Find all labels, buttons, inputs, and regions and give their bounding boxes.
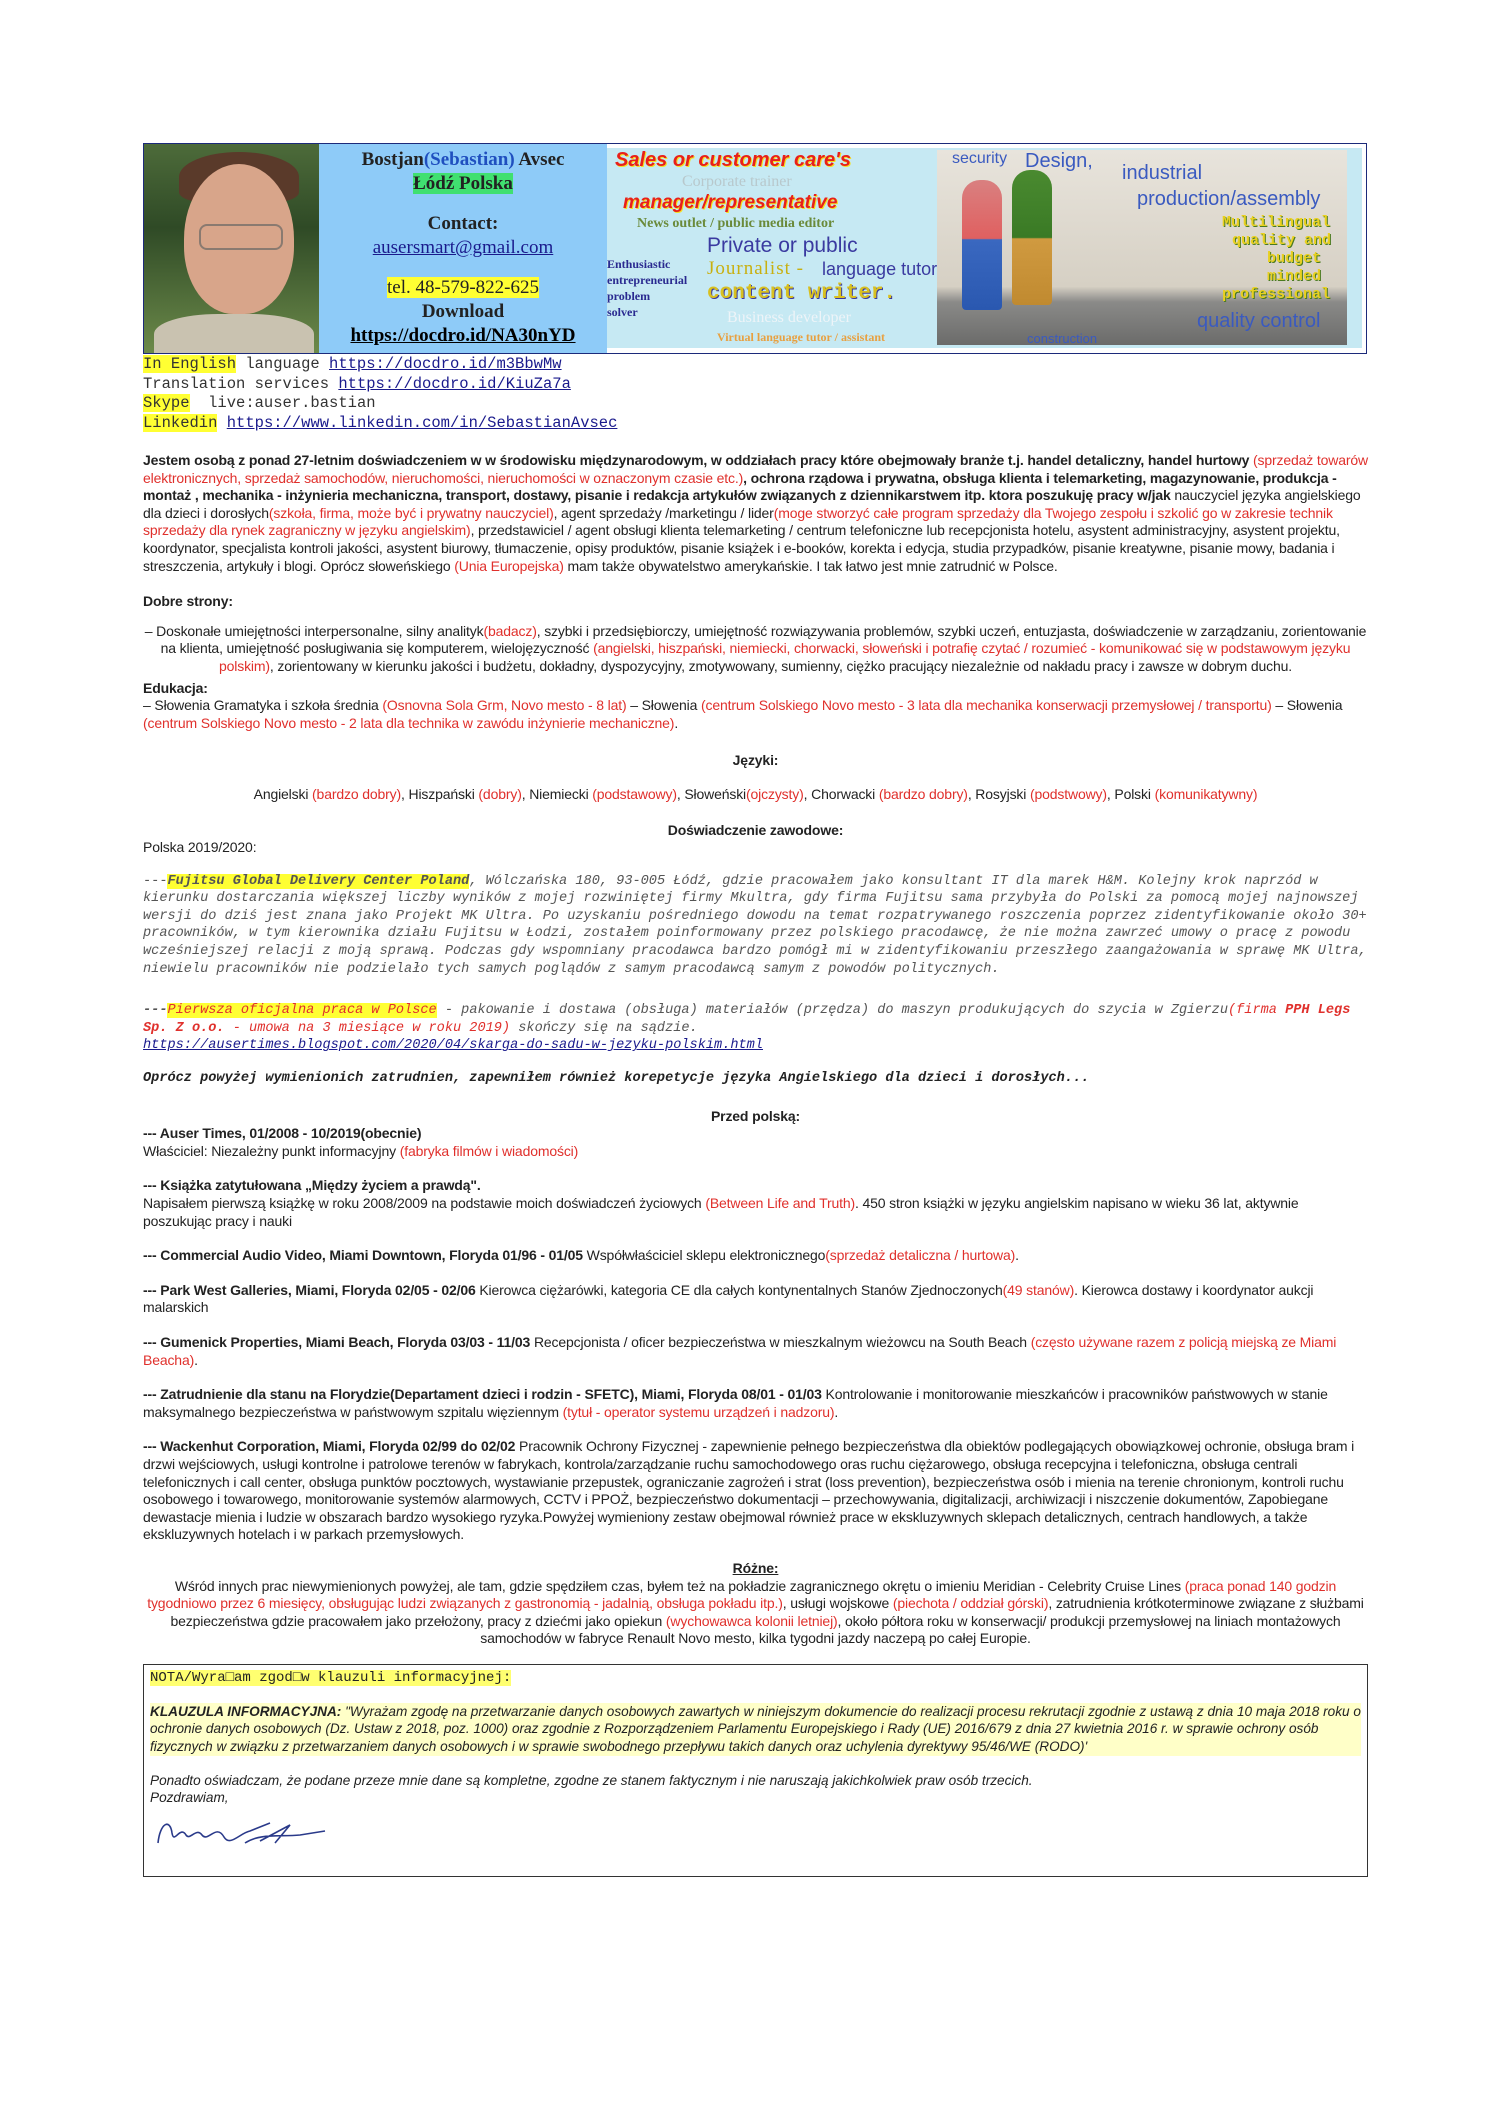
clause-text: "Wyrażam zgodę na przetwarzanie danych osobowych zawartych w niniejszym dokumencie do realizacji procesu rekrutacji zgodnie z ustawą z dnia 10 maja 2018 roku o ochronie danych osobowych (Dz. Ustaw z 2018, poz. 1000) oraz zgodnie z Rozporządzeniem Parlamentu Europejskiego i Rady (UE) 2016/679 z dnia 27 kwietnia 2016 r. w sprawie ochrony osób fizycznych w związku z przetwarzaniem danych osobowych i w sprawie swobodnego przepływu takich danych oraz uchylenia dyrektywy 95/46/WE (RODO)' <box>150 1703 1361 1755</box>
skype-id: live:auser.bastian <box>189 394 376 412</box>
text-segment: , około półtora roku w konserwacji/ produkcji przemysłowej na liniach montażowych samochodów w fabryce Renault Novo mesto, kilka tygodni jazdy naczepą po całej Europie. <box>480 1612 1341 1647</box>
banner-word: language tutor <box>822 259 938 279</box>
contact-box <box>319 144 607 353</box>
text-segment: , Wólczańska 180, 93-005 Łódź, gdzie pracowałem jako konsultant IT dla marek H&M. Kolejny krok naprzód w kierunku dostarczania większej liczby wyników z mojej rozwiniętej firmy Mkultra, gdy firma Fujitsu sama przybyła do Polski za pomocą mojej najnowszej wersji do dziś jest znana jako Projekt MK Ultra. Po uzyskaniu pośredniego dowodu na temat rozpatrywanego roszczenia poprzez zidentyfikowanie około 30+ pracowników, w tym kierownika działu Fujitsu w Łodzi, zostałem poinformowany przez polskiego pracodawcę, że nie można zawrzeć umowy o pracę z powodu wcześniejszej relacji z moją sprawą. Podczas gdy wspomniany pracodawca bardzo pomógł mi w zidentyfikowaniu przeszłego zaangażowania w sprawę MK Ultra, niewielu pracowników nie podzielało tych samych poglądów z samym pracodawcą samym z powodów politycznych. <box>143 873 1367 977</box>
text-segment: --- Commercial Audio Video, Miami Downtown, Floryda 01/96 - 01/05 <box>143 1247 583 1264</box>
banner-word: Business developer <box>727 309 851 326</box>
consent-box <box>143 1664 1368 1877</box>
banner-word: Private or public <box>707 234 858 257</box>
misc-heading: Różne: <box>732 1559 779 1576</box>
banner-word: Enthusiastic <box>607 257 671 271</box>
banner-word: News outlet / public media editor <box>637 216 835 231</box>
languages-heading: Języki: <box>732 752 779 769</box>
text-segment: Jestem osobą z ponad 27-letnim doświadczeniem w w środowisku międzynarodowym, w oddziałach pracy które obejmowały branże t.j. handel detaliczny, handel hurtowy <box>143 452 1253 468</box>
banner-word: content writer. <box>707 282 897 305</box>
english-cv-line <box>143 355 617 375</box>
text-segment: --- Książka zatytułowana „Między życiem a prawdą". <box>143 1177 481 1194</box>
download-link[interactable]: https://docdro.id/NA30nYD <box>350 325 576 346</box>
text <box>217 414 226 432</box>
text-segment: nauczyciel języka angielskiego dla dzieci i dorosłych <box>143 487 1361 521</box>
text-segment: Kontrolowanie i monitorowanie mieszkańców i pracowników państwowych w stanie maksymalnego bezpieczeństwa w państwowym szpitalu więziennym <box>143 1386 1328 1420</box>
first-job-entry <box>143 1002 1368 1055</box>
text-segment: (sprzedaż detaliczna / hurtowa) <box>825 1247 1016 1264</box>
text-segment: Wśród innych prac niewymienionych powyżej, ale tam, gdzie spędziłem czas, byłem też na pokładzie zagranicznego okrętu o imieniu Meridian - Celebrity Cruise Lines <box>174 1577 1185 1594</box>
text-segment: (często używane razem z policją miejską ze Miami Beacha) <box>143 1333 1337 1368</box>
profile-photo <box>144 144 319 353</box>
city: Łódź Polska <box>413 173 513 194</box>
strengths-heading: Dobre strony: <box>143 593 233 610</box>
text-segment: (badacz) <box>483 622 537 639</box>
banner-word: entrepreneurial <box>607 273 688 287</box>
text-segment: - umowa na 3 miesiące w roku 2019) <box>224 1020 511 1036</box>
text-segment: --- Wackenhut Corporation, Miami, Floryda 02/99 do 02/02 <box>143 1438 516 1455</box>
text-segment: Angielski <box>253 785 313 802</box>
text-segment: - pakowanie i dostawa (obsługa) materiałów (przędza) do maszyn produkujących do szycia w Zgierzu <box>436 1003 1228 1019</box>
banner-word: quality control <box>1197 310 1321 332</box>
banner-word: budget <box>1267 250 1322 267</box>
banner-word: manager/representative <box>623 192 838 213</box>
languages-paragraph <box>143 786 1368 804</box>
phone-number: tel. 48-579-822-625 <box>387 277 539 298</box>
text-segment: , Polski <box>1106 785 1155 802</box>
text-segment: --- Zatrudnienie dla stanu na Florydzie(Departament dzieci i rodzin - SFETC), Miami, Floryda 08/01 - 01/03 <box>143 1386 822 1403</box>
text: Translation services <box>143 374 339 393</box>
text-segment: --- Park West Galleries, Miami, Floryda 02/05 - 02/06 <box>143 1281 476 1298</box>
tutoring-note: Oprócz powyżej wymienionich zatrudnien, zapewniłem również korepetycje języka Angielskiego dla dzieci i dorosłych... <box>143 1071 1090 1087</box>
experience-heading: Doświadczenie zawodowe: <box>667 821 844 838</box>
text-segment: Współwłaściciel sklepu elektronicznego <box>582 1247 826 1264</box>
job-entry <box>143 1386 1368 1421</box>
job-entry <box>143 1438 1368 1544</box>
banner-word: Virtual language tutor / assistant <box>717 330 886 344</box>
text-segment: . <box>834 1403 839 1420</box>
misc-paragraph <box>143 1578 1368 1648</box>
text-segment: , zatrudnienia krótkoterminowe związane z służbami bezpieczeństwa gdzie pracowałem jako przełożony, pracy z dziećmi jako opiekun <box>170 1595 1364 1629</box>
banner-word: Design, <box>1025 150 1093 172</box>
middle-name: (Sebastian) <box>423 149 515 170</box>
text-segment: , Hiszpański <box>401 785 479 802</box>
cv-header <box>143 143 1367 354</box>
greeting: Pozdrawiam, <box>150 1790 229 1806</box>
download-label: Download <box>421 301 505 322</box>
email-link[interactable]: ausersmart@gmail.com <box>372 237 554 258</box>
links-section <box>143 355 617 433</box>
text-segment: (dobry) <box>478 785 522 802</box>
text-segment: --- <box>143 873 168 889</box>
label: In English <box>143 355 237 373</box>
first-name: Bostjan <box>361 149 424 170</box>
first-job-text <box>143 1003 1350 1036</box>
last-name: Avsec <box>514 149 565 170</box>
banner-word: minded <box>1267 268 1322 285</box>
text-segment: , zorientowany w kierunku jakości i budżetu, dokładny, dyspozycyjny, zmotywowany, sumienny, ciężko pracujący niezależnie od nakładu pracy i zawsze w dobrym duchu. <box>269 657 1292 674</box>
text-segment: . <box>1015 1247 1019 1264</box>
text-segment: . 450 stron książki w języku angielskim napisano w wieku 36 lat, aktywnie poszukując pracy i nauki <box>143 1195 1299 1229</box>
intro-paragraph <box>143 452 1368 575</box>
text-segment: (bardzo dobry) <box>312 785 401 802</box>
job-entry <box>143 1247 1368 1265</box>
banner-word: solver <box>607 305 638 319</box>
text-segment: , przedstawiciel / agent obsługi klienta telemarketing / centrum telefoniczne lub recepcjonista hotelu, asystent administracyjny, asystent projektu, koordynator, specjalista kontroli jakości, asystent biurowy, tłumaczenie, opisy produktów, pisanie książek i e-booków, korekta i edycja, studia przypadków, pisanie kreatywne, pisanie mowy, badania i streszczenia, artykuły i blogi. Oprócz słoweńskiego <box>143 522 1340 574</box>
text-segment: . <box>674 714 679 731</box>
text-segment: (sprzedaż towarów elektronicznych, sprzedaż samochodów, nieruchomości, nieruchomości w oznaczonym czasie etc.) <box>143 452 1368 486</box>
text-segment: (Unia Europejska) <box>454 557 564 574</box>
text-segment: (fabryka filmów i wiadomości) <box>399 1142 579 1159</box>
strengths-paragraph <box>143 623 1368 676</box>
job-entry <box>143 1282 1368 1317</box>
linkedin-line <box>143 414 617 434</box>
text-segment: (angielski, hiszpański, niemiecki, chorwacki, słoweński i potrafię czytać / rozumieć - komunikować się w podstawowym języku polskim) <box>219 640 1351 674</box>
text-segment: , Rosyjski <box>967 785 1030 802</box>
text-segment: PPH Legs Sp. Z o.o. <box>143 1003 1351 1036</box>
text-segment: . <box>194 1351 198 1368</box>
banner-word: Corporate trainer <box>682 173 792 190</box>
banner-word: professional <box>1222 286 1331 303</box>
text-segment: – Słowenia <box>626 697 701 714</box>
job-entry <box>143 1177 1368 1230</box>
banner-word: security <box>952 150 1008 167</box>
text-segment: --- <box>143 1003 168 1019</box>
text-segment: (bardzo dobry) <box>878 785 968 802</box>
text-segment: Pracownik Ochrony Fizycznej - zapewnienie pełnego bezpieczeństwa dla obiektów podlegających obowiązkowej ochronie, obsługa bram i drzwi wejściowych, usługi kontrolne i patrolowe terenów w fabrykach, kontrola/zarządzanie ruchu samochodowego oras ruchu ciężarowego, obsługa recepcyjna i telefoniczna, obsługa centrali telefonicznych i call center, obsługa punktów pocztowych, wystawianie przepustek, ograniczanie zagrożeń i strat (loss prevention), bezpieczeństwa osób i mienia na terenie chronionym, kontroli ruchu osobowego i towarowego, monitorowanie systemów alarmowych, CCTV i PPOŻ, bezpieczeństwo dokumentacji – przechowywania, digitalizacji, archiwizacji i niszczenie dokumentów, Zapobiegane dewastacje mienia i ludzie w obszarach bardzo wysokiego ryzyka.Powyżej wymieniony zestaw obejmowal również prace w ekskluzywnych sklepach detalicznych, centrach handlowych, a także ekskluzywnych hotelach i w parkach przemysłowych. <box>143 1438 1355 1543</box>
text: language <box>236 355 330 373</box>
skype-line <box>143 394 617 414</box>
before-poland-heading: Przed polską: <box>710 1107 801 1124</box>
text-segment: , szybki i przedsiębiorczy, umiejętność rozwiązywania problemów, szybki uczeń, entuzjasta, doświadczenie w zarządzaniu, zorientowanie na klienta, umiejętność posługiwania się komputerem, wielojęzyczność <box>160 622 1367 657</box>
text-segment: Kierowca ciężarówki, kategoria CE dla całych kontynentalnych Stanów Zjednoczonych <box>475 1281 1003 1298</box>
banner-word: quality and <box>1232 232 1332 249</box>
statement: Ponadto oświadczam, że podane przeze mnie dane są kompletne, zgodne ze stanem faktycznym i nie naruszają jakichkolwiek praw osób trzecich. <box>150 1772 1033 1788</box>
consent-clause <box>150 1703 1361 1756</box>
clause-label: KLAUZULA INFORMACYJNA: <box>150 1703 342 1719</box>
banner-word: construction <box>1027 331 1098 346</box>
text-segment: . Kierowca dostawy i koordynator aukcji malarskich <box>143 1281 1314 1316</box>
text-segment: (praca ponad 140 godzin tygodniowo przez 6 miesięcy, obsługując ludzi związanych z gastronomią - jadalnią, obsługa pokładu itp.) <box>147 1577 1337 1612</box>
text-segment: – Słowenia Gramatyka i szkoła średnia <box>143 697 383 714</box>
banner-word: problem <box>607 289 651 303</box>
text-segment: , Słoweński <box>676 785 747 802</box>
text-segment: (komunikatywny) <box>1154 785 1258 802</box>
text-segment: (wychowawca kolonii letniej) <box>665 1612 838 1629</box>
nota-title: NOTA/Wyra□am zgod□w klauzuli informacyjnej: <box>150 1669 512 1686</box>
text-segment: Właściciel: Niezależny punkt informacyjny <box>143 1142 396 1159</box>
experience-period: Polska 2019/2020: <box>143 839 257 856</box>
text-segment: , Chorwacki <box>803 785 879 802</box>
job-entry <box>143 1125 1368 1160</box>
education-paragraph <box>143 697 1368 732</box>
text-segment: (49 stanów) <box>1002 1281 1075 1298</box>
text-segment: (Osnovna Sola Grm, Novo mesto - 8 lat) <box>382 697 627 714</box>
banner-word: industrial <box>1122 162 1203 184</box>
text-segment: (firma <box>1227 1003 1286 1019</box>
text-segment: , usługi wojskowe <box>782 1595 893 1612</box>
banner-word: Journalist - <box>707 258 804 279</box>
text-segment: Napisałem pierwszą książkę w roku 2008/2009 na podstawie moich doświadczeń życiowych <box>143 1195 702 1211</box>
cv-content <box>143 452 1368 1877</box>
text-segment: (piechota / oddział górski) <box>892 1595 1049 1612</box>
banner-word: Sales or customer care's <box>615 149 851 171</box>
before-poland-list <box>143 1125 1368 1544</box>
court-complaint-link[interactable]: https://ausertimes.blogspot.com/2020/04/skarga-do-sadu-w-jezyku-polskim.html <box>143 1038 763 1054</box>
text-segment: --- Auser Times, 01/2008 - 10/2019(obecnie) <box>143 1125 422 1142</box>
label: Skype <box>143 394 190 412</box>
text-segment: , Niemiecki <box>521 785 593 802</box>
text-segment: Fujitsu Global Delivery Center Poland <box>167 873 470 889</box>
label: Linkedin <box>143 413 218 432</box>
english-cv-link[interactable]: https://docdro.id/m3BbwMw <box>329 355 562 373</box>
signature-image <box>150 1813 340 1853</box>
text-segment: skończy się na sądzie. <box>510 1020 698 1036</box>
text-segment: (centrum Solskiego Novo mesto - 3 lata dla mechanika konserwacji przemysłowej / transportu) <box>700 697 1272 714</box>
translation-link[interactable]: https://docdro.id/KiuZa7a <box>338 374 571 393</box>
text-segment: (Between Life and Truth) <box>705 1195 856 1211</box>
full-name <box>319 148 607 172</box>
linkedin-link[interactable]: https://www.linkedin.com/in/SebastianAvsec <box>226 413 618 432</box>
fujitsu-entry <box>143 873 1368 979</box>
text-segment: , agent sprzedaży /marketingu / lider <box>553 504 774 521</box>
text-segment: mam także obywatelstwo amerykańskie. I tak łatwo jest mnie zatrudnić w Polsce. <box>563 557 1058 574</box>
text-segment: (moge stworzyć całe program sprzedaży dla Twojego zespołu i szkolić go w zakresie technik sprzedaży dla rynek zagraniczny w języku angielskim) <box>143 504 1333 539</box>
text-segment: (tytuł - operator systemu urządzeń i nadzoru) <box>562 1403 835 1420</box>
text-segment: (podstawowy) <box>592 785 677 802</box>
translation-line <box>143 375 617 395</box>
text-segment: (szkoła, firma, może być i prywatny nauczyciel) <box>268 504 554 521</box>
text-segment: , ochrona rządowa i prywatna, obsługa klienta i telemarketing, magazynowanie, produkcja - montaż , mechanika - inżynieria mechaniczna, transport, dostawy, pisanie i redakcja artykułów związanych z dziennikarstwem itp. ktora poszukuję pracy w/jak <box>143 469 1337 504</box>
text-segment: – Doskonałe umiejętności interpersonalne, silny analityk <box>144 622 484 639</box>
text-segment: (ojczysty) <box>746 785 804 802</box>
banner-word: Multilingual <box>1222 214 1331 231</box>
text-segment: Pierwsza oficjalna praca w Polsce <box>167 1003 437 1019</box>
text-segment: – Słowenia <box>1271 697 1343 714</box>
skills-banner <box>607 148 1362 348</box>
banner-word: production/assembly <box>1137 188 1321 210</box>
education-heading: Edukacja: <box>143 679 208 696</box>
job-entry <box>143 1334 1368 1369</box>
text-segment: (podstwowy) <box>1029 785 1107 802</box>
text-segment: (centrum Solskiego Novo mesto - 2 lata dla technika w zawódu inżynierie mechaniczne) <box>143 714 675 731</box>
text-segment: Recepcjonista / oficer bezpieczeństwa w mieszkalnym wieżowcu na South Beach <box>530 1333 1031 1350</box>
contact-label: Contact: <box>427 213 499 234</box>
text-segment: --- Gumenick Properties, Miami Beach, Floryda 03/03 - 11/03 <box>143 1333 531 1350</box>
